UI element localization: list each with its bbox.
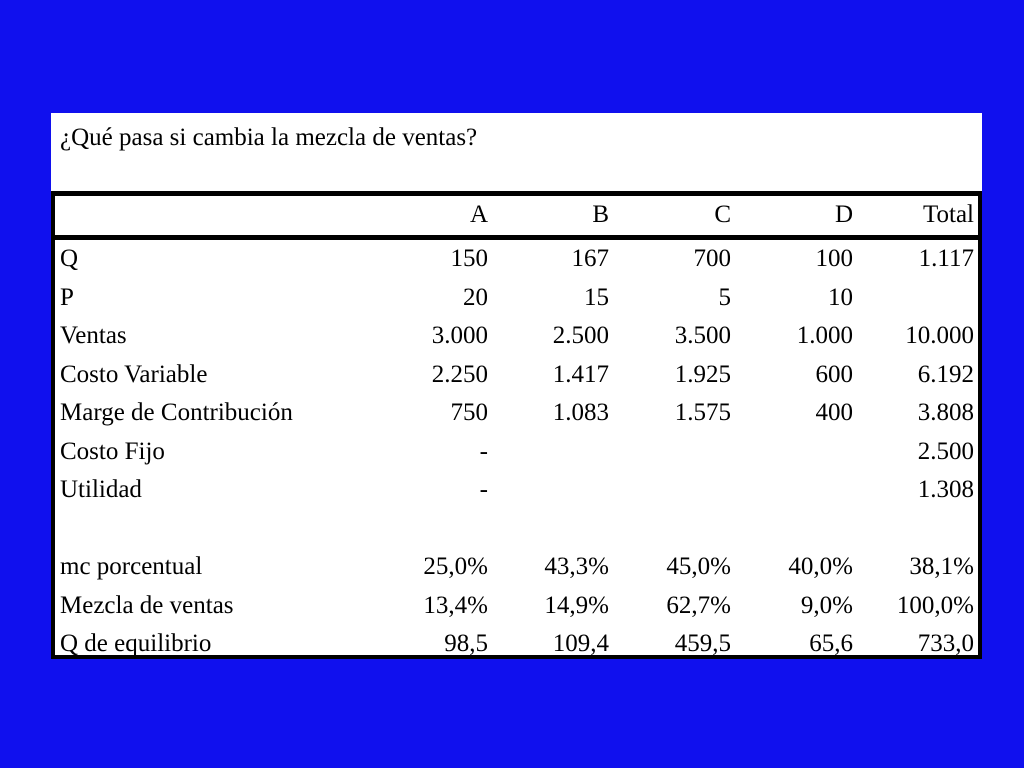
table-row [55,356,978,394]
row-label: Mezcla de ventas [60,591,234,619]
column-header-total: Total [922,201,974,228]
cell-c: 1.575 [674,399,731,426]
cell-b: 14,9% [544,591,609,619]
row-label: Marge de Contribución [60,399,293,426]
header-cells [55,196,978,234]
cell-total: 100,0% [896,591,974,619]
table-header-row [55,196,978,240]
cell-total: 1.308 [917,476,974,503]
row-label: Costo Fijo [60,437,165,465]
row-label: mc porcentual [60,553,203,580]
cell-a: - [479,476,488,503]
cell-a: - [479,437,488,465]
cell-d: 9,0% [800,591,853,619]
cell-b: 1.417 [552,360,609,388]
cell-b: 1.083 [552,399,609,426]
cell-d: 1.000 [796,322,853,349]
cell-a: 25,0% [423,553,488,580]
table-row [55,510,978,548]
cell-a: 98,5 [444,630,488,657]
column-header-b: B [592,201,609,228]
cell-d: 65,6 [809,630,853,657]
column-header-a: A [469,201,488,228]
cell-total: 3.808 [917,399,974,426]
table-row [55,433,978,471]
row-label: Costo Variable [60,360,208,388]
cell-d: 40,0% [788,553,853,580]
row-label: P [60,283,74,311]
cell-c: 62,7% [666,591,731,619]
cell-c: 1.925 [674,360,731,388]
row-label: Q de equilibrio [60,630,212,657]
table-row [55,317,978,355]
column-header-d: D [834,201,853,228]
cell-d: 600 [815,360,853,388]
cell-total: 38,1% [909,553,974,580]
cell-b: 167 [571,245,609,272]
cell-a: 2.250 [431,360,488,388]
table-row [55,587,978,625]
cell-d: 100 [815,245,853,272]
cell-total: 1.117 [918,245,974,272]
cell-total: 10.000 [905,322,974,349]
cell-d: 10 [828,283,853,311]
cell-c: 700 [693,245,731,272]
table-row [55,625,978,663]
row-label: Utilidad [60,476,142,503]
table-row [55,394,978,432]
cell-c: 45,0% [666,553,731,580]
data-table [51,191,982,659]
cell-c: 459,5 [674,630,731,657]
cell-b: 15 [584,283,609,311]
cell-a: 150 [450,245,488,272]
row-label: Ventas [60,322,127,349]
cell-b: 109,4 [552,630,609,657]
cell-a: 750 [450,399,488,426]
cell-total: 2.500 [917,437,974,465]
table-row [55,279,978,317]
cell-a: 20 [463,283,488,311]
cell-d: 400 [815,399,853,426]
cell-total: 733,0 [917,630,974,657]
table-row [55,240,978,278]
cell-a: 3.000 [431,322,488,349]
table-row [55,471,978,509]
cell-a: 13,4% [423,591,488,619]
table-panel [51,113,982,659]
row-label: Q [60,245,79,272]
cell-b: 43,3% [544,553,609,580]
cell-c: 3.500 [674,322,731,349]
cell-b: 2.500 [552,322,609,349]
table-row [55,548,978,586]
slide-title: ¿Qué pasa si cambia la mezcla de ventas? [60,124,478,151]
cell-c: 5 [718,283,731,311]
cell-total: 6.192 [917,360,974,388]
column-header-c: C [714,201,731,228]
